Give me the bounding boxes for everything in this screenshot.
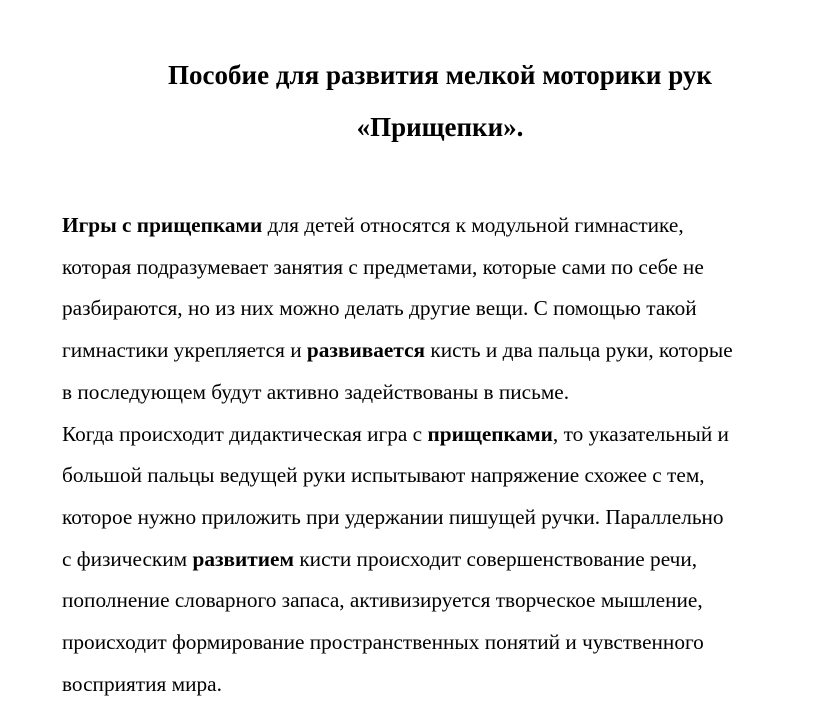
text-segment: разбираются, но из них можно делать другие вещи. С помощью такой (62, 296, 697, 321)
text-segment: в последующем будут активно задействованы в письме. (62, 379, 570, 404)
text-segment: восприятия мира. (62, 671, 222, 696)
text-segment: пополнение словарного запаса, активизируется творческое мышление, (62, 588, 703, 613)
text-segment: Когда происходит дидактическая игра с (62, 421, 428, 446)
text-line (62, 497, 816, 539)
body-text (62, 205, 816, 705)
text-segment: для детей относятся к модульной гимнастике, (262, 213, 684, 237)
text-line (62, 455, 816, 497)
text-segment: кисть и два пальца руки, которые (425, 338, 733, 363)
bold-text-segment: прищепками (427, 421, 553, 446)
bold-text-segment: развитием (192, 546, 294, 571)
text-segment: кисти происходит совершенствование речи, (294, 546, 698, 571)
text-line (62, 622, 816, 664)
text-line (62, 288, 816, 330)
text-segment: которая подразумевает занятия с предметами, которые сами по себе не (62, 254, 704, 279)
text-line (62, 247, 816, 289)
document-title-line-2: «Прищепки». (356, 112, 524, 142)
text-line (62, 580, 816, 622)
text-segment: большой пальцы ведущей руки испытывают напряжение схожее с тем, (62, 463, 705, 488)
text-segment: , то указательный и (552, 421, 729, 446)
text-line (62, 330, 816, 372)
text-line (62, 372, 816, 414)
document-title-line-1: Пособие для развития мелкой моторики рук (168, 60, 712, 90)
text-line (62, 414, 816, 456)
text-line (62, 664, 816, 705)
text-segment: которое нужно приложить при удержании пишущей ручки. Параллельно (62, 504, 724, 529)
bold-text-segment: развивается (306, 338, 426, 363)
text-segment: гимнастики укрепляется и (62, 338, 307, 363)
text-segment: происходит формирование пространственных понятий и чувственного (62, 630, 704, 655)
text-segment: с физическим (62, 546, 193, 571)
text-line (62, 205, 816, 247)
bold-text-segment: Игры с прищепками (62, 213, 263, 237)
text-line (62, 539, 816, 581)
